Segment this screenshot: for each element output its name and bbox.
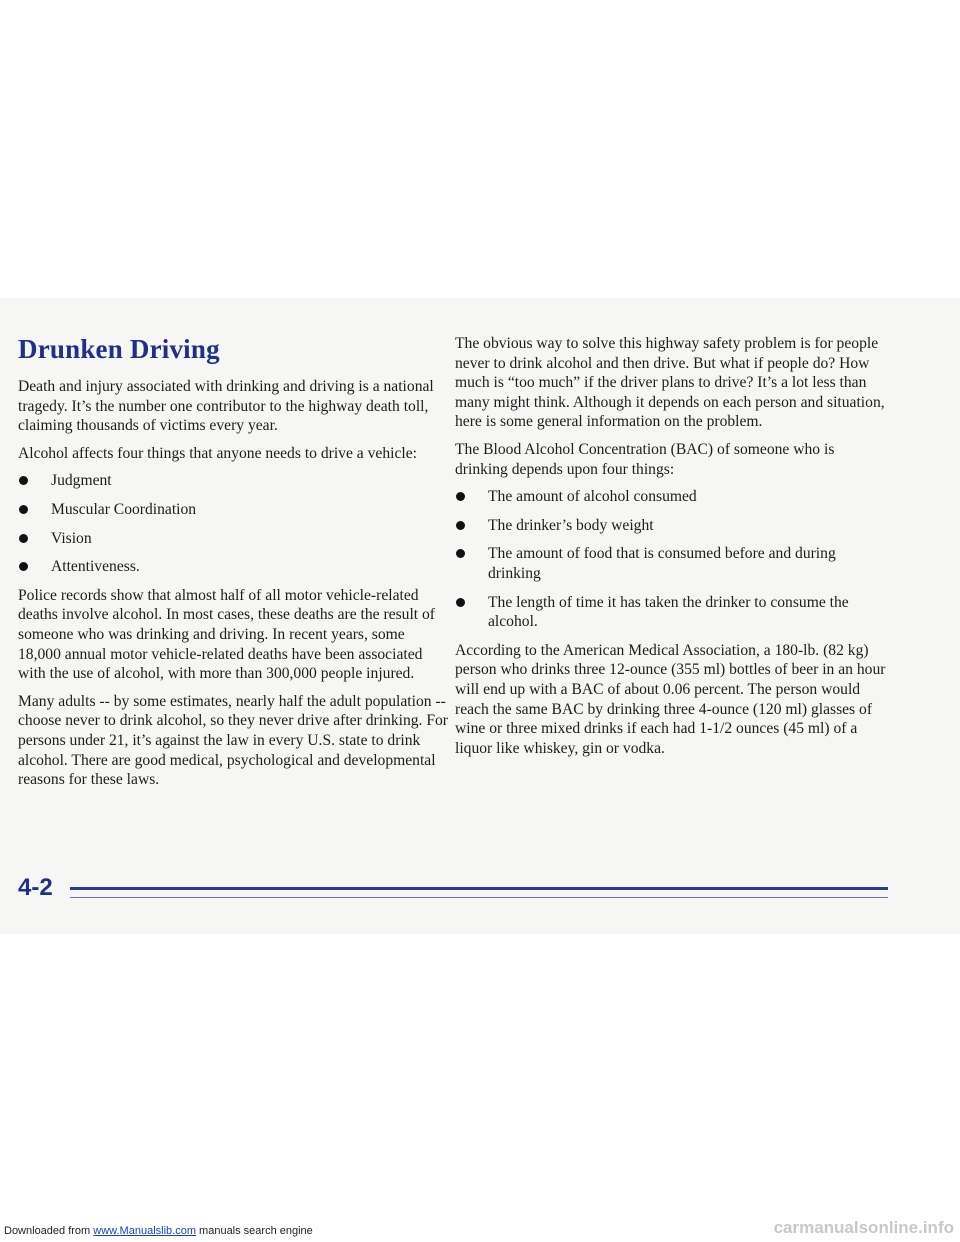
list-item: The drinker’s body weight xyxy=(455,516,887,536)
list-item: Vision xyxy=(18,529,450,549)
page-number: 4-2 xyxy=(18,874,53,901)
paragraph: The obvious way to solve this highway safety problem is for people never to drink alcohol and then drive. But what if people do? How much is “too much” if the driver plans to drive? It’s a lot less than many might think. Although it depends on each person and situation, here is some general information on the problem. xyxy=(455,335,885,431)
download-footer xyxy=(4,1225,313,1237)
bullet-icon xyxy=(456,521,465,530)
footer-suffix: manuals search engine xyxy=(199,1225,313,1237)
paragraph: Death and injury associated with drinking and driving is a national tragedy. It’s the number one contributor to the highway death toll, claiming thousands of victims every year. xyxy=(18,378,434,435)
divider xyxy=(70,897,888,898)
list-item: Attentiveness. xyxy=(18,557,450,577)
paragraph: Many adults -- by some estimates, nearly half the adult population -- choose never to drink alcohol, so they never drive after drinking. For persons under 21, it’s against the law in every U.S. state to drink alcohol. There are good medical, psychological and developmental reasons for these laws. xyxy=(18,692,449,789)
section-title: Drunken Driving xyxy=(18,334,220,364)
right-column xyxy=(455,334,887,766)
paragraph: According to the American Medical Association, a 180-lb. (82 kg) person who drinks three 12-ounce (355 ml) bottles of beer in an hour will end up with a BAC of about 0.06 percent. The person would reach the same BAC by drinking three 4-ounce (120 ml) glasses of wine or three mixed drinks if each had 1-1/2 ounces (45 ml) of a liquor like whiskey, gin or vodka. xyxy=(455,641,886,757)
bullet-icon xyxy=(19,505,28,514)
bullet-icon xyxy=(19,534,28,543)
bullet-list xyxy=(455,487,887,632)
paragraph: The Blood Alcohol Concentration (BAC) of someone who is drinking depends upon four things: xyxy=(455,440,835,478)
list-item: Judgment xyxy=(18,471,450,491)
bullet-icon xyxy=(456,549,465,558)
page-footer-rule xyxy=(18,874,888,904)
divider xyxy=(70,887,888,890)
bullet-icon xyxy=(456,598,465,607)
paragraph: Police records show that almost half of all motor vehicle-related deaths involve alcohol. In most cases, these deaths are the result of someone who was drinking and driving. In recent years, some 18,000 annual motor vehicle-related deaths have been associated with the use of alcohol, with more than 300,000 people injured. xyxy=(18,586,436,683)
footer-prefix: Downloaded from xyxy=(4,1225,91,1237)
manualslib-link[interactable]: www.Manualslib.com xyxy=(93,1225,196,1237)
list-item: The amount of food that is consumed before and during drinking xyxy=(455,544,887,583)
bullet-icon xyxy=(456,492,465,501)
paragraph: Alcohol affects four things that anyone needs to drive a vehicle: xyxy=(18,444,417,462)
list-item: Muscular Coordination xyxy=(18,500,450,520)
bullet-list xyxy=(18,471,450,576)
left-column xyxy=(18,334,450,798)
list-item: The amount of alcohol consumed xyxy=(455,487,887,507)
watermark: carmanualsonline.info xyxy=(773,1218,954,1237)
bullet-icon xyxy=(19,562,28,571)
bullet-icon xyxy=(19,476,28,485)
list-item: The length of time it has taken the drinker to consume the alcohol. xyxy=(455,593,887,632)
